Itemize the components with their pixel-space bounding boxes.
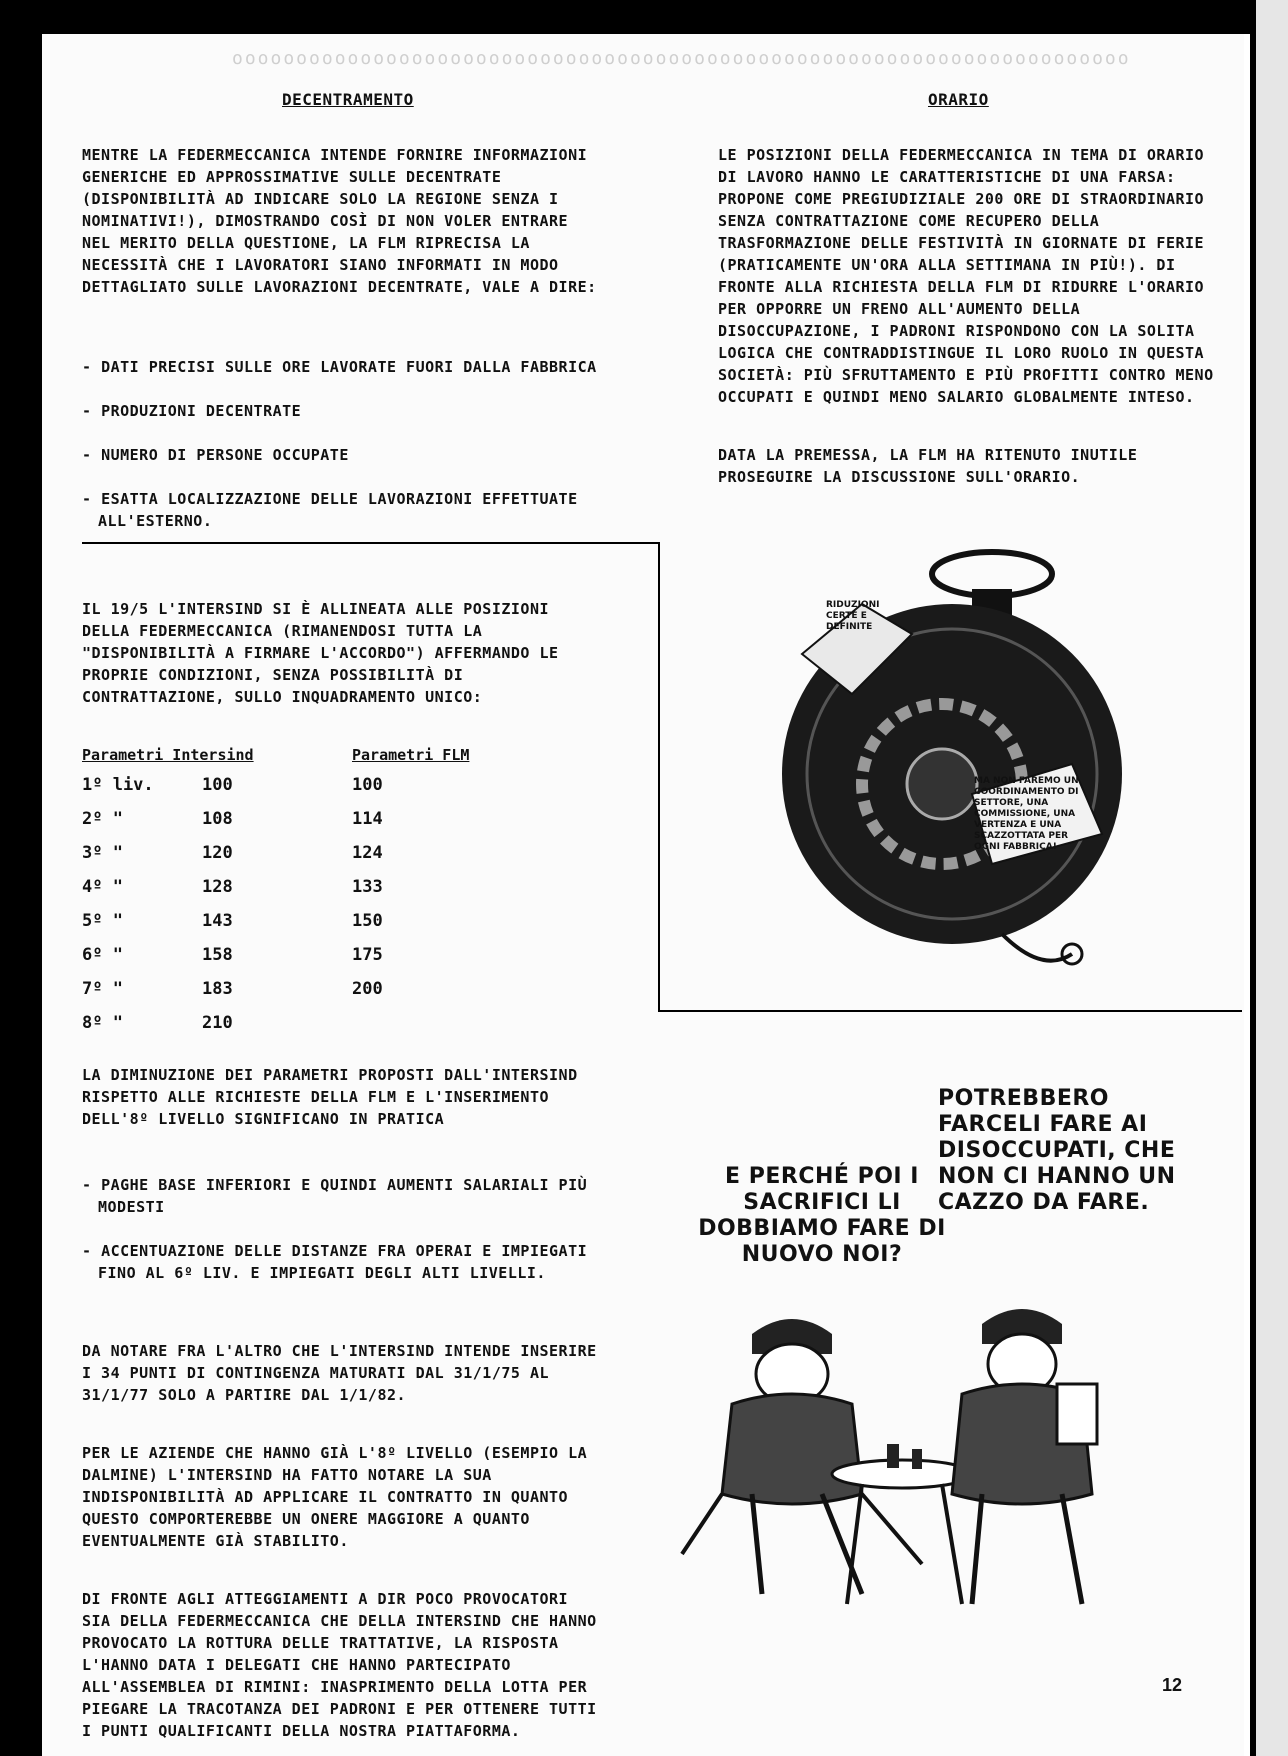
- list-item: - ACCENTUAZIONE DELLE DISTANZE FRA OPERAI E IMPIEGATI FINO AL 6º LIV. E IMPIEGATI DEGLI ALTI LIVELLI.: [82, 1240, 602, 1284]
- decentramento-intro: MENTRE LA FEDERMECCANICA INTENDE FORNIRE INFORMAZIONI GENERICHE ED APPROSSIMATIVE SULLE DECENTRATE (DISPONIBILITÀ AD INDICARE SOLO LA REGIONE SENZA I NOMINATIVI!), DIMOSTRANDO COSÌ DI NON VOLER ENTRARE NEL MERITO DELLA QUESTIONE, LA FLM RIPRECISA LA NECESSITÀ CHE I LAVORATORI SIANO INFORMATI IN MODO DETTAGLIATO SULLE LAVORAZIONI DECENTRATE, VALE A DIRE:: [82, 146, 597, 296]
- table-row: [82, 768, 469, 802]
- flm-value: [352, 1006, 469, 1040]
- table-row: [82, 904, 469, 938]
- scan-border-top: [0, 0, 1288, 34]
- parameters-table: [82, 746, 469, 1040]
- table-header-flm: Parametri FLM: [352, 746, 470, 764]
- table-row: [82, 870, 469, 904]
- table-header-intersind: Parametri Intersind: [82, 746, 254, 764]
- level-cell: 1º liv.: [82, 775, 154, 795]
- intersind-value: 108: [202, 809, 233, 829]
- intersind-value: 183: [202, 979, 233, 999]
- intersind-value: 128: [202, 877, 233, 897]
- table-row: [82, 836, 469, 870]
- table-row: [82, 938, 469, 972]
- box-rule-vertical: [658, 542, 660, 1012]
- scan-border-right: [1250, 0, 1288, 1756]
- level-cell: 3º ": [82, 843, 123, 863]
- clock-cartoon-illustration: [742, 534, 1162, 984]
- table-row: [82, 802, 469, 836]
- intersind-body: [82, 1042, 602, 1756]
- level-cell: 8º ": [82, 1013, 123, 1033]
- intersind-value: 100: [202, 775, 233, 795]
- intersind-list: [82, 1152, 602, 1306]
- intersind-value: 143: [202, 911, 233, 931]
- decentramento-heading: DECENTRAMENTO: [282, 90, 414, 109]
- intersind-intro: IL 19/5 L'INTERSIND SI È ALLINEATA ALLE POSIZIONI DELLA FEDERMECCANICA (RIMANENDOSI TUTTA LA "DISPONIBILITÀ A FIRMARE L'ACCORDO") AFFERMANDO LE PROPRIE CONDIZIONI, SENZA POSSIBILITÀ DI CONTRATTAZIONE, SULLO INQUADRAMENTO UNICO:: [82, 600, 559, 706]
- list-item: - PAGHE BASE INFERIORI E QUINDI AUMENTI SALARIALI PIÙ MODESTI: [82, 1174, 602, 1218]
- orario-heading: ORARIO: [928, 90, 989, 109]
- speech-bubble-right: POTREBBERO FARCELI FARE AI DISOCCUPATI, CHE NON CI HANNO UN CAZZO DA FARE.: [938, 1086, 1176, 1215]
- orario-body: [718, 122, 1218, 524]
- intersind-paragraph-4: DI FRONTE AGLI ATTEGGIAMENTI A DIR POCO PROVOCATORI SIA DELLA FEDERMECCANICA CHE DELLA INTERSIND CHE HANNO PROVOCATO LA ROTTURA DELLE TRATTATIVE, LA RISPOSTA L'HANNO DATA I DELEGATI CHE HANNO PARTECIPATO ALL'ASSEMBLEA DI RIMINI: INASPRIMENTO DELLA LOTTA PER PIEGARE LA TRACOTANZA DEI PADRONI E PER OTTENERE TUTTI I PUNTI QUALIFICANTI DELLA NOSTRA PIATTAFORMA.: [82, 1590, 597, 1740]
- table-row: [82, 1006, 469, 1040]
- list-item: - NUMERO DI PERSONE OCCUPATE: [82, 444, 602, 466]
- decentramento-list: [82, 334, 602, 554]
- decentramento-body: [82, 122, 602, 576]
- flm-value: 100: [352, 775, 383, 795]
- intersind-value: 210: [202, 1013, 233, 1033]
- scan-border-left: [0, 0, 42, 1756]
- document-page: [42, 34, 1244, 1756]
- list-item: - ESATTA LOCALIZZAZIONE DELLE LAVORAZIONI EFFETTUATE ALL'ESTERNO.: [82, 488, 602, 532]
- level-cell: 2º ": [82, 809, 123, 829]
- orario-paragraph-2: DATA LA PREMESSA, LA FLM HA RITENUTO INUTILE PROSEGUIRE LA DISCUSSIONE SULL'ORARIO.: [718, 446, 1138, 486]
- clock-label-riduzioni: RIDUZIONI CERTE E DEFINITE: [826, 600, 880, 632]
- ghost-dot-row: oooooooooooooooooooooooooooooooooooooooooooooooooooooooooooooooooooooo: [232, 48, 1131, 69]
- speech-bubble-left: E PERCHÉ POI I SACRIFICI LI DOBBIAMO FARE DI NUOVO NOI?: [698, 1164, 946, 1267]
- level-cell: 4º ": [82, 877, 123, 897]
- workers-cartoon-illustration: [662, 1294, 1132, 1624]
- flm-value: 150: [352, 911, 383, 931]
- intersind-value: 158: [202, 945, 233, 965]
- level-cell: 7º ": [82, 979, 123, 999]
- level-cell: 5º ": [82, 911, 123, 931]
- flm-value: 133: [352, 877, 383, 897]
- list-item: - PRODUZIONI DECENTRATE: [82, 400, 602, 422]
- intersind-value: 120: [202, 843, 233, 863]
- page-number: 12: [1161, 1675, 1182, 1695]
- flm-value: 200: [352, 979, 383, 999]
- intersind-paragraph-2: DA NOTARE FRA L'ALTRO CHE L'INTERSIND INTENDE INSERIRE I 34 PUNTI DI CONTINGENZA MATURATI DAL 31/1/75 AL 31/1/77 SOLO A PARTIRE DAL 1/1/82.: [82, 1342, 597, 1404]
- table-row: [82, 972, 469, 1006]
- orario-paragraph-1: LE POSIZIONI DELLA FEDERMECCANICA IN TEMA DI ORARIO DI LAVORO HANNO LE CARATTERISTICHE DI UNA FARSA: PROPONE COME PREGIUDIZIALE 200 ORE DI STRAORDINARIO SENZA CONTRATTAZIONE COME RECUPERO DELLA TRASFORMAZIONE DELLE FESTIVITÀ IN GIORNATE DI FERIE (PRATICAMENTE UN'ORA ALLA SETTIMANA IN PIÙ!). DI FRONTE ALLA RICHIESTA DELLA FLM DI RIDURRE L'ORARIO PER OPPORRE UN FRENO ALL'AUMENTO DELLA DISOCCUPAZIONE, I PADRONI RISPONDONO CON LA SOLITA LOGICA CHE CONTRADDISTINGUE IL LORO RUOLO IN QUESTA SOCIETÀ: PIÙ SFRUTTAMENTO E PIÙ PROFITTI CONTRO MENO OCCUPATI E QUINDI MENO SALARIO GLOBALMENTE INTESO.: [718, 146, 1214, 406]
- intersind-paragraph-1: LA DIMINUZIONE DEI PARAMETRI PROPOSTI DALL'INTERSIND RISPETTO ALLE RICHIESTE DELLA FLM E L'INSERIMENTO DELL'8º LIVELLO SIGNIFICANO IN PRATICA: [82, 1066, 578, 1128]
- box-rule-top: [82, 542, 660, 544]
- intersind-paragraph-3: PER LE AZIENDE CHE HANNO GIÀ L'8º LIVELLO (ESEMPIO LA DALMINE) L'INTERSIND HA FATTO NOTARE LA SUA INDISPONIBILITÀ AD APPLICARE IL CONTRATTO IN QUANTO QUESTO COMPORTEREBBE UN ONERE MAGGIORE A QUANTO EVENTUALMENTE GIÀ STABILITO.: [82, 1444, 588, 1550]
- flm-value: 124: [352, 843, 383, 863]
- box-rule-bottom: [658, 1010, 1242, 1012]
- list-item: - DATI PRECISI SULLE ORE LAVORATE FUORI DALLA FABBRICA: [82, 356, 602, 378]
- flm-value: 175: [352, 945, 383, 965]
- level-cell: 6º ": [82, 945, 123, 965]
- flm-value: 114: [352, 809, 383, 829]
- clock-label-speech: MA NON FAREMO UN COORDINAMENTO DI SETTORE, UNA COMMISSIONE, UNA VERTENZA E UNA SCAZZOTTATA PER OGNI FABBRICA!: [974, 776, 1079, 852]
